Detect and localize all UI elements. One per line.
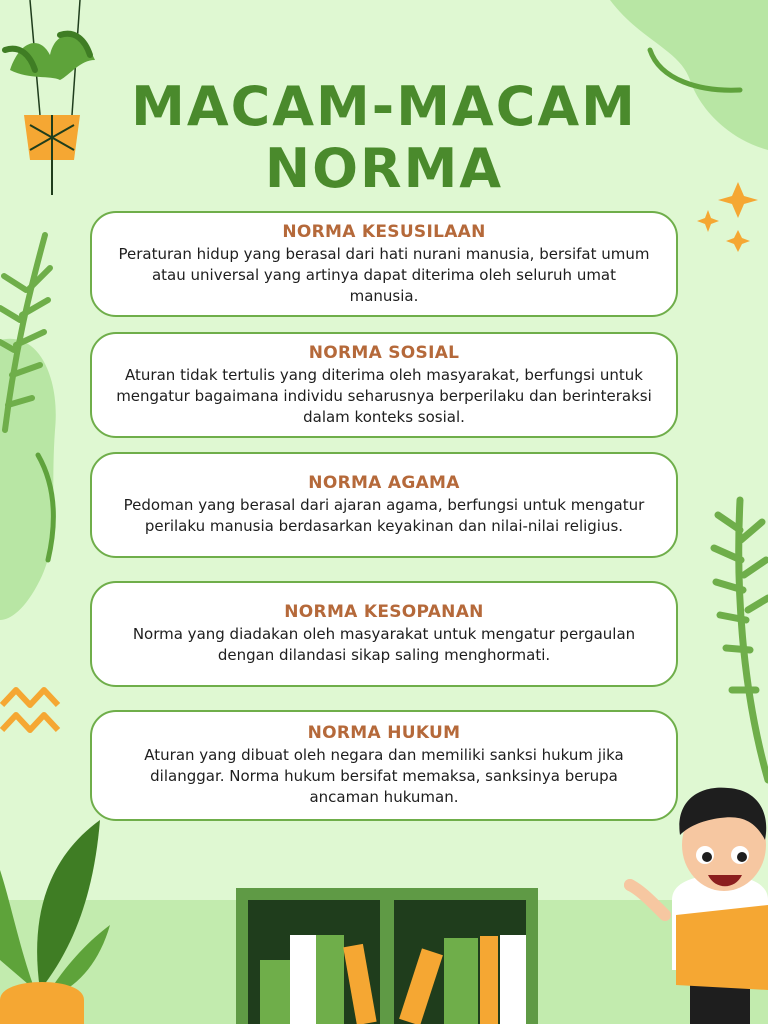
card-text: Norma yang diadakan oleh masyarakat untuk mengatur pergaulan dengan dilandasi sikap saling menghormati. [132, 625, 636, 664]
card-norma-kesusilaan [90, 211, 678, 317]
card-norma-sosial [90, 332, 678, 438]
card-heading: NORMA SOSIAL [308, 342, 460, 363]
card-heading: NORMA KESUSILAAN [282, 221, 486, 242]
card-heading: NORMA AGAMA [308, 473, 460, 493]
card-norma-hukum [90, 710, 678, 821]
sparkle-icon [697, 182, 758, 252]
bookshelf-icon [236, 888, 538, 1024]
fern-right-icon [714, 500, 768, 780]
card-norma-agama [90, 452, 678, 558]
card-text: Aturan yang dibuat oleh negara dan memiliki sanksi hukum jika dilanggar. Norma hukum bersifat memaksa, sanksinya berupa ancaman hukuman. [144, 746, 624, 806]
page-title-line2: NORMA [264, 137, 504, 200]
zigzag-icon [2, 690, 58, 730]
card-text: Pedoman yang berasal dari ajaran agama, berfungsi untuk mengatur perilaku manusia berdasarkan keyakinan dan nilai-nilai religius. [123, 496, 645, 535]
card-norma-kesopanan [90, 581, 678, 687]
card-heading: NORMA KESOPANAN [284, 602, 484, 622]
card-heading: NORMA HUKUM [307, 723, 461, 743]
page-title-line1: MACAM-MACAM [131, 75, 637, 138]
card-text: Peraturan hidup yang berasal dari hati nurani manusia, bersifat umum atau universal yang artinya dapat diterima oleh seluruh umat manusia. [118, 244, 650, 305]
hanging-plant-icon [5, 0, 95, 195]
card-text: Aturan tidak tertulis yang diterima oleh masyarakat, berfungsi untuk mengatur bagaimana individu seharusnya berperilaku dan berinteraksi dalam konteks sosial. [116, 365, 652, 426]
